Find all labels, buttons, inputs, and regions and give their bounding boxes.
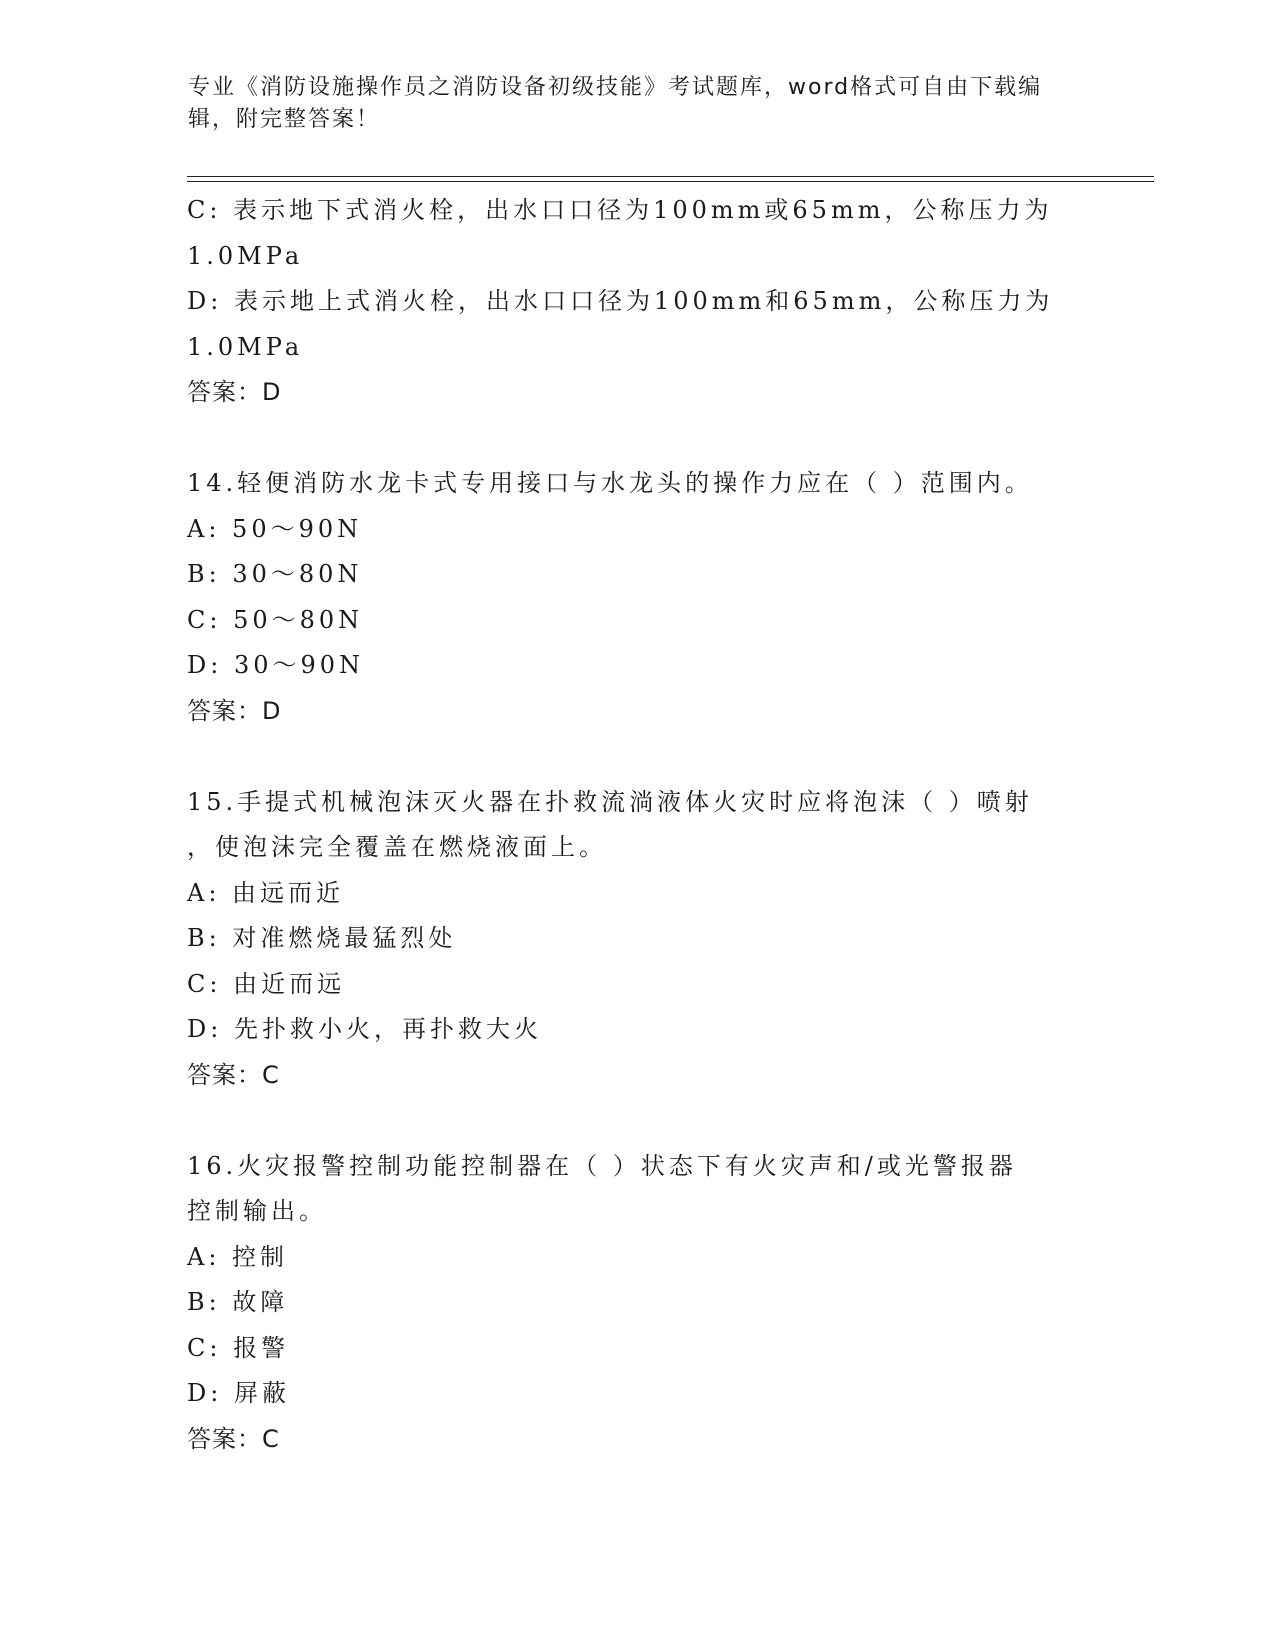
answer: 答案：D <box>187 696 282 725</box>
header-divider <box>187 181 1154 182</box>
question-13-continued <box>187 188 1117 416</box>
question-stem: 15.手提式机械泡沫灭火器在扑救流淌液体火灾时应将泡沫（ ）喷射 <box>187 787 1033 816</box>
option-d: D: 30～90N <box>187 651 365 679</box>
option-c: C: 报警 <box>187 1333 290 1362</box>
option-b: B: 30～80N <box>187 560 363 588</box>
question-stem-continued: 控制输出。 <box>187 1197 327 1225</box>
question-15 <box>187 780 1117 1099</box>
answer: 答案：C <box>187 1424 280 1453</box>
answer: 答案：C <box>187 1060 280 1089</box>
option-d: D: 表示地上式消火栓，出水口口径为100mm和65mm，公称压力为 <box>187 287 1054 315</box>
option-c: C: 由近而远 <box>187 969 346 998</box>
option-a: A: 50～90N <box>187 514 363 543</box>
option-c: C: 50～80N <box>187 605 364 634</box>
option-d: D: 先扑救小火，再扑救大火 <box>187 1015 542 1043</box>
document-header <box>188 72 1068 136</box>
question-stem: 16.火灾报警控制功能控制器在（ ）状态下有火灾声和/或光警报器 <box>187 1151 1017 1180</box>
question-16 <box>187 1144 1117 1463</box>
option-a: A: 由远而近 <box>187 878 345 907</box>
option-c: C: 表示地下式消火栓，出水口口径为100mm或65mm，公称压力为 <box>187 196 1053 224</box>
option-d: D: 屏蔽 <box>187 1379 290 1407</box>
spacer <box>187 1098 1117 1144</box>
option-a: A: 控制 <box>187 1242 289 1271</box>
question-14 <box>187 461 1117 734</box>
question-list <box>187 188 1117 1462</box>
option-c-continued: 1.0MPa <box>187 241 304 270</box>
answer: 答案：D <box>187 378 282 406</box>
option-d-continued: 1.0MPa <box>187 332 304 361</box>
question-stem: 14.轻便消防水龙卡式专用接口与水龙头的操作力应在（ ）范围内。 <box>187 469 1033 497</box>
header-line: 专业《消防设施操作员之消防设备初级技能》考试题库，word格式可自由下载编 <box>188 75 1043 100</box>
spacer <box>187 416 1117 462</box>
question-stem-continued: ，使泡沫完全覆盖在燃烧液面上。 <box>187 833 607 861</box>
header-divider <box>187 176 1154 177</box>
header-line: 辑，附完整答案！ <box>188 107 381 132</box>
option-b: B: 对准燃烧最猛烈处 <box>187 924 457 952</box>
spacer <box>187 734 1117 780</box>
option-b: B: 故障 <box>187 1288 289 1316</box>
